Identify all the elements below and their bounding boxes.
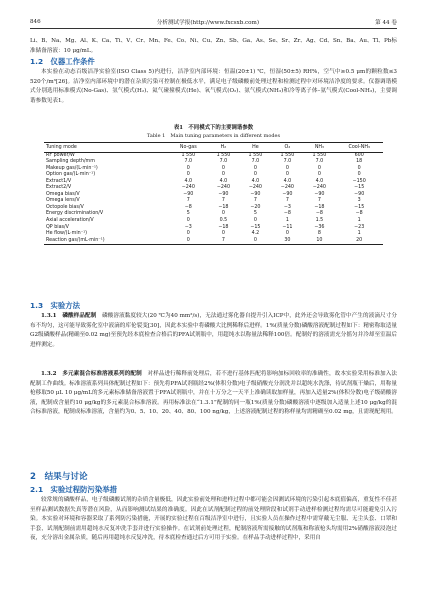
- table-cell: 4.0: [315, 178, 324, 184]
- table-cell: −90: [282, 191, 293, 197]
- row-label-cell: Energy discrimination/V: [46, 211, 104, 217]
- section-1-3-1-title: 1.3.1 磷酸样品配制: [41, 313, 97, 319]
- row-label-cell: QP bias/V: [46, 224, 69, 230]
- row-label-cell: He flow/(L·min⁻¹): [46, 231, 88, 237]
- journal-name: 分析测试学报(http://www.fxcsxb.com): [156, 20, 260, 26]
- table-cell: −18: [314, 204, 325, 210]
- table-cell: 0: [285, 172, 289, 178]
- section-1-2-paragraph: 本实验在动态百级洁净实验室(ISO Class 5)内进行，洁净室内部环境：恒温(20±1) ℃，恒湿(50±5) RH%，空气中≥0.5 μm的颗粒数≤3 520个/m³[26]。洁净室内部环境中的潜在杂质污染可控制在极低水平，满足电子级磷酸前处理过程和检测过程中对环境洁净度的要求。仪器调谐模式分别选用标准模式(No-Gas)、氢气模式(H₂)、氦气碰撞模式(He)、氧气模式(O₂)、氨气模式(NH₃)和冷等离子体–氨气模式(Cool-NH₃)，主要调谐参数见表1。: [30, 69, 397, 104]
- table-cell: 0: [253, 172, 257, 178]
- table-cell: −8: [283, 211, 291, 217]
- table-row: [44, 152, 383, 159]
- table-cell: −90: [183, 191, 194, 197]
- table-cell: −90: [314, 191, 325, 197]
- table-cell: 20: [335, 238, 383, 245]
- table-header-row: [44, 143, 383, 153]
- table-cell: −8: [355, 211, 363, 217]
- table-cell: 1 550: [181, 152, 196, 158]
- table-cell: 7: [285, 198, 289, 204]
- section-1-3-title: 1.3 实验方法: [30, 301, 81, 310]
- col-header: H₂: [207, 143, 239, 153]
- table-cell: 1.5: [315, 217, 324, 223]
- table-cell: 0: [285, 165, 289, 171]
- table-cell: −90: [218, 191, 229, 197]
- row-label-cell: Makeup gas/(L·min⁻¹): [46, 165, 98, 171]
- table-cell: 1 550: [248, 152, 263, 158]
- table-cell: −8: [315, 211, 323, 217]
- table-cell: 0: [221, 211, 225, 217]
- row-label-cell: Octopole bias/V: [46, 204, 84, 210]
- col-header: Tuning mode: [44, 143, 169, 153]
- table-cell: 7.0: [184, 159, 193, 165]
- table-cell: −8: [184, 204, 192, 210]
- table-cell: 4.2: [251, 231, 260, 237]
- page-header: [30, 16, 397, 28]
- section-1-2-title: 1.2 仪器工作条件: [30, 57, 95, 66]
- section-2-1-paragraph: 较常规的磷酸样品，电子级磷酸试剂的杂质含量极低，因此实验前处理和进样过程中都可能会因测试环境的污染引起本底值偏高，重复性不佳甚至样品测试数据失真等潜在风险，从而影响测试结果的准确度。因此在试剂配制过程的前处理阶段和试剂手动进样检测过程均需尽可能避免引入污染。本实验对环境和容器采取了系列防污染措施，开展的实验过程在百级洁净室中进行，且实验人员在操作过程中需穿戴无尘服、无尘头套、口罩和手套，试剂配制前需用超纯水反复冲洗手套并进行实验操作。在试剂前处理过程，配制溶液所需接触的试剂瓶和称液枪头均需用2%硝酸溶液浸泡过夜，充分溶出金属杂质，随后再用超纯水反复冲洗，待本底检查通过后方可用于实验。在样品手动进样过程中，采用自: [30, 497, 397, 542]
- table-cell: −150: [352, 178, 366, 184]
- col-header: He: [239, 143, 271, 153]
- table-cell: 0: [186, 217, 190, 223]
- table-cell: 1: [285, 217, 289, 223]
- table-cell: 1 550: [312, 152, 327, 158]
- col-header: NH₃: [303, 143, 335, 153]
- table-cell: 7.0: [315, 159, 324, 165]
- table-cell: 7: [186, 198, 190, 204]
- tuning-parameters-table: [44, 142, 383, 245]
- col-header: No-gas: [169, 143, 207, 153]
- table-cell: 4.0: [184, 178, 193, 184]
- row-label-cell: Sampling depth/mm: [46, 159, 95, 165]
- table-cell: 5: [186, 211, 190, 217]
- table-cell: −20: [250, 204, 261, 210]
- table-cell: 0: [239, 238, 271, 245]
- table-1-caption: [30, 124, 397, 140]
- table-cell: −3: [283, 204, 291, 210]
- table-cell: 7.0: [283, 159, 292, 165]
- col-header: O₂: [271, 143, 303, 153]
- table-cell: −3: [184, 224, 192, 230]
- table-cell: −240: [181, 185, 195, 191]
- table-cell: −18: [218, 224, 229, 230]
- table-cell: −15: [354, 204, 365, 210]
- table-cell: 7: [317, 198, 321, 204]
- table-cell: 18: [356, 159, 363, 165]
- table-cell: 1: [357, 217, 361, 223]
- table-cell: 7: [221, 198, 225, 204]
- table-cell: −240: [248, 185, 262, 191]
- table-1-caption-cn: 表1 不同模式下的主要调谐参数: [173, 125, 254, 131]
- table-cell: 600: [354, 152, 364, 158]
- table-cell: 0: [285, 231, 289, 237]
- table-1-caption-en: Table 1 Main tuning parameters in different modes: [146, 133, 281, 139]
- table-cell: 4.0: [251, 178, 260, 184]
- table-cell: 0: [221, 231, 225, 237]
- page-number: 846: [30, 19, 41, 25]
- row-label-cell: Omega lens/V: [46, 198, 80, 204]
- table-cell: 0: [186, 172, 190, 178]
- table-cell: 0: [186, 165, 190, 171]
- section-1-3-2-paragraph: [30, 370, 397, 418]
- table-cell: −90: [250, 191, 261, 197]
- table-cell: 0: [221, 172, 225, 178]
- table-cell: −90: [354, 191, 365, 197]
- row-label-cell: Axial acceleration/V: [46, 217, 94, 223]
- table-cell: 30: [271, 238, 303, 245]
- section-2-1-title: 2.1 实验过程防污染举措: [30, 485, 117, 494]
- table-cell: −36: [314, 224, 325, 230]
- table-cell: 8: [317, 231, 321, 237]
- table-cell: 0: [186, 231, 190, 237]
- table-cell: 0: [169, 238, 207, 245]
- table-cell: 0: [221, 165, 225, 171]
- table-cell: 7: [207, 238, 239, 245]
- volume-label: 第 44 卷: [375, 20, 397, 26]
- table-cell: −240: [312, 185, 326, 191]
- table-cell: −18: [218, 204, 229, 210]
- section-1-3-2-title: 1.3.2 多元素混合标准溶液系列的配制: [41, 371, 142, 377]
- table-cell: 0: [357, 172, 361, 178]
- table-cell: 0: [317, 172, 321, 178]
- header-rule: [30, 28, 397, 29]
- table-cell: 7.0: [251, 159, 260, 165]
- row-label-cell: Extract1/V: [46, 178, 72, 184]
- row-label-cell: Reaction gas/(mL·min⁻¹): [44, 238, 169, 245]
- table-cell: −240: [280, 185, 294, 191]
- row-label-cell: Extract2/V: [46, 185, 72, 191]
- table-cell: 0: [253, 217, 257, 223]
- table-body: [44, 152, 383, 245]
- table-cell: 4.0: [283, 178, 292, 184]
- table-cell: 5: [253, 211, 257, 217]
- section-1-3-1-text: 磷酸溶液黏度较大(20 ℃为40 mm²/s)，无法通过雾化器自提升引入ICP中，此外还会导致雾化管中产生的液滴尺寸分布不均匀，这可能导致雾化室中液滴的库伦裂变[30]，因此本实验中将磷酸大比例稀释后进样。1%(质量分数)磷酸溶液配制过程如下：精密称取适量G2级磷酸样品(精确至0.02 mg)至预先经本底检查合格后的PFA试剂瓶中，用超纯水以称量法稀释100倍。配制好的溶液需充分摇匀并冷却至室温后进样测定。: [30, 313, 397, 348]
- table-cell: 7: [253, 198, 257, 204]
- table-cell: 0: [357, 165, 361, 171]
- table-cell: −15: [354, 185, 365, 191]
- table-cell: −15: [250, 224, 261, 230]
- row-label-cell: Omega bias/V: [46, 191, 80, 197]
- section-1-3-2-text: 对样品进行稀释前处理后，若不进行基体匹配将影响加标回收率的准确性，故本实验采用标准加入法配制工作曲线。标准溶液系列具体配制过程如下：预先将PFA试剂瓶经2%(体积分数)电子级硝酸充分润洗并以超纯水洗涤，待试剂瓶干燥后，用称量枪移取50 μL 10 μg/mL的多元素标准储备溶液置于PFA试剂瓶中，并在十万分之一天平上准确读取加样量，再加入适量2%(体积分数)电子级硝酸溶液，配制成含量约10 μg/kg的多元素混合标准溶液。再用标准法在“1.3.1”配制的同一瓶1%(质量分数)磷酸溶液中逐级加入适量上述10 μg/kg的混合标准溶液，配制成标准溶液，含量约为0、5、10、20、40、80、100 ng/kg，上述溶液配制过程的称样量均需精确至0.02 mg，且需现配现用。: [30, 371, 397, 416]
- table-cell: 0.5: [219, 217, 228, 223]
- table-cell: 1 550: [216, 152, 231, 158]
- row-label-cell: RF power/W: [46, 152, 75, 158]
- table-cell: 7.0: [219, 159, 228, 165]
- table-cell: 4.0: [219, 178, 228, 184]
- table-cell: 10: [303, 238, 335, 245]
- table-cell: −240: [216, 185, 231, 191]
- table-cell: −23: [354, 224, 365, 230]
- section-2-title: 2 结果与讨论: [30, 472, 88, 482]
- table-cell: 3: [357, 198, 361, 204]
- reagent-line: Li、B、Na、Mg、Al、K、Ca、Ti、V、Cr、Mn、Fe、Co、Ni、Cu、Zn、Sb、Ga、As、Se、Sr、Zr、Ag、Cd、Sn、Ba、Au、Tl、Pb标准储备溶液：10 μg/mL。: [30, 38, 397, 54]
- table-row: [44, 238, 383, 245]
- table-cell: 0: [253, 165, 257, 171]
- table-cell: 1: [357, 231, 361, 237]
- table-cell: 0: [317, 165, 321, 171]
- section-1-3-1-paragraph: [30, 312, 397, 350]
- table-cell: 1 550: [280, 152, 295, 158]
- row-label-cell: Option gas/(L·min⁻¹): [46, 172, 96, 178]
- table-cell: −11: [282, 224, 293, 230]
- col-header: Cool-NH₃: [335, 143, 383, 153]
